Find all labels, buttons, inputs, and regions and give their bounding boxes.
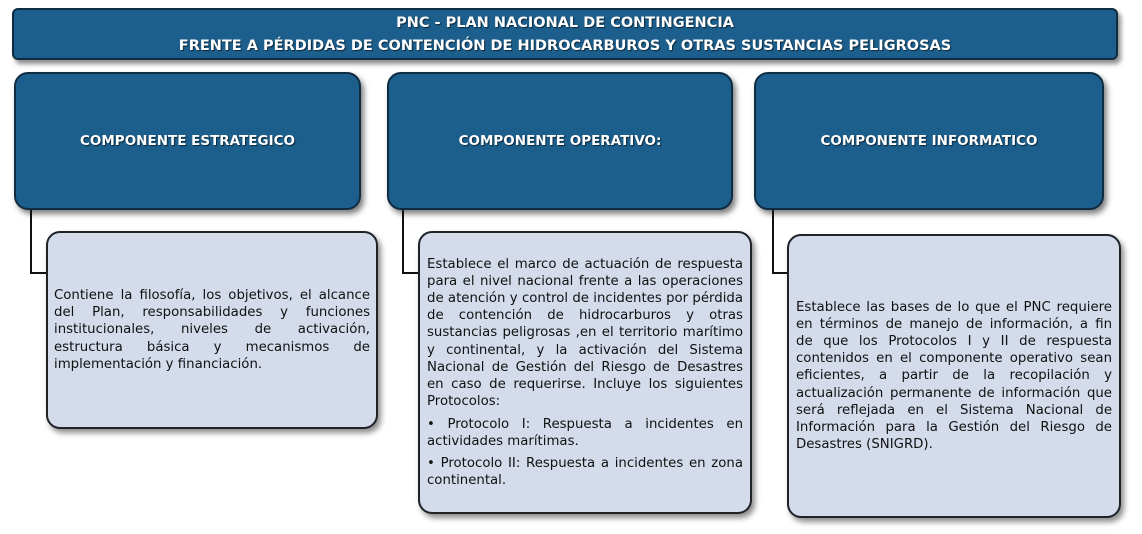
connector-vertical xyxy=(30,210,32,274)
component-operativo-title: COMPONENTE OPERATIVO: xyxy=(458,133,662,149)
component-operativo-box xyxy=(387,72,733,210)
component-estrategico-title: COMPONENTE ESTRATEGICO xyxy=(79,133,295,149)
component-informatico-title: COMPONENTE INFORMATICO xyxy=(820,133,1038,149)
component-estrategico-description: Contiene la filosofía, los objetivos, el alcance del Plan, responsabilidades y funciones institucionales, niveles de activación, estructura básica y mecanismos de implementación y financiación. xyxy=(54,287,370,372)
connector-vertical xyxy=(402,210,404,274)
protocol-2-item: • Protocolo II: Respuesta a incidentes en zona continental. xyxy=(427,455,743,489)
plan-title-line1: PNC - PLAN NACIONAL DE CONTINGENCIA xyxy=(396,15,734,31)
component-operativo-description-box xyxy=(418,231,752,514)
plan-title-banner xyxy=(12,8,1118,60)
plan-title-line2: FRENTE A PÉRDIDAS DE CONTENCIÓN DE HIDROCARBUROS Y OTRAS SUSTANCIAS PELIGROSAS xyxy=(178,38,952,54)
component-estrategico-box xyxy=(14,72,361,210)
component-estrategico-description-box xyxy=(46,231,378,429)
protocol-1-item: • Protocolo I: Respuesta a incidentes en actividades marítimas. xyxy=(427,416,743,449)
component-operativo-description: Establece el marco de actuación de respuesta para el nivel nacional frente a las operaciones de atención y control de incidentes por pérdida de contención de hidrocarburos y otras sustancias peligrosas ,en el territorio marítimo y continental, y la activación del Sistema Nacional de Gestión del Riesgo de Desastres en caso de requerirse. Incluye los siguientes Protocolos: xyxy=(427,256,743,410)
component-informatico-description: Establece las bases de lo que el PNC requiere en términos de manejo de información, a fin de que los Protocolos I y II de respuesta contenidos en el componente operativo sean eficientes, a partir de la recopilación y actualización permanente de información que será reflejada en el Sistema Nacional de Información para la Gestión del Riesgo de Desastres (SNIGRD). xyxy=(796,299,1112,453)
component-informatico-box xyxy=(754,72,1104,210)
component-informatico-description-box xyxy=(787,234,1121,518)
connector-vertical xyxy=(772,210,774,274)
